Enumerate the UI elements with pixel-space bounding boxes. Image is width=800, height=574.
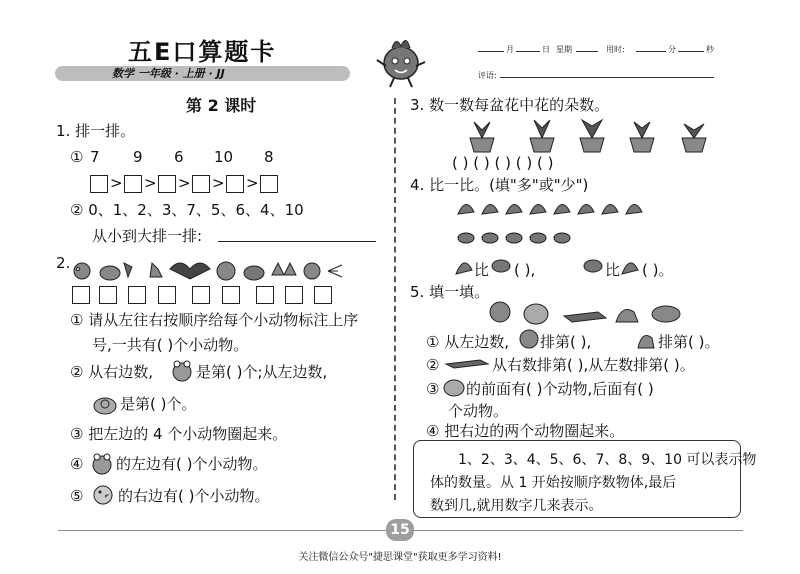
answer-box[interactable] (222, 286, 240, 304)
answer-box[interactable] (226, 175, 244, 193)
q5-title: 5. 填一填。 (410, 283, 490, 301)
seconds-label: 秒 (706, 45, 714, 54)
answer-box[interactable] (192, 286, 210, 304)
seal-icon (634, 326, 656, 350)
weekday-label: 星期 (556, 45, 572, 54)
q1-sub2-prompt: 从小到大排一排: (92, 227, 203, 245)
answer-box[interactable] (124, 175, 142, 193)
minutes-line[interactable] (636, 51, 666, 52)
snail-icon (92, 392, 118, 416)
q4-title: 4. 比一比。(填"多"或"少") (410, 176, 589, 194)
q1-number: 8 (264, 148, 274, 166)
animal-row-icon (72, 257, 344, 283)
answer-box[interactable] (285, 286, 303, 304)
footer-text: 关注微信公众号"捷思课堂"获取更多学习资料! (298, 552, 502, 563)
column-divider (394, 98, 396, 500)
seconds-line[interactable] (678, 51, 704, 52)
answer-box[interactable] (260, 175, 278, 193)
answer-box[interactable] (158, 175, 176, 193)
crab-icon (490, 256, 512, 274)
answer-box[interactable] (158, 286, 176, 304)
note-line1: 1、2、3、4、5、6、7、8、9、10 可以表示物 (458, 452, 757, 468)
monkey-icon (518, 327, 540, 349)
month-line[interactable] (478, 51, 504, 52)
note-line3: 数到几,就用数字几来表示。 (430, 498, 603, 514)
greater-than-sign: > (144, 174, 157, 192)
crab-icon (582, 256, 604, 274)
answer-box[interactable] (72, 286, 90, 304)
q5-line2b: 从右数排第( ),从左数排第( )。 (492, 356, 695, 374)
greater-than-sign: > (212, 174, 225, 192)
q2-line1: ① 请从左往右按顺序给每个小动物标注上序 (70, 311, 359, 329)
q5-line1c: 排第( )。 (658, 333, 720, 351)
q4-text-c: 比 (605, 261, 621, 279)
q1-sub1-label: ① (70, 148, 84, 166)
q5-line1a: ① 从左边数, (426, 333, 509, 351)
q2-line4: 是第( )个。 (120, 395, 197, 413)
frog-icon (90, 449, 114, 477)
answer-box[interactable] (192, 175, 210, 193)
answer-box[interactable] (314, 286, 332, 304)
q5-line4: 个动物。 (448, 402, 509, 420)
q5-line3a: ③ (426, 380, 440, 398)
q2-line6b: 的左边有( )个小动物。 (116, 455, 268, 473)
q5-line5: ④ 把右边的两个动物圈起来。 (426, 422, 625, 440)
mascot-icon (372, 30, 430, 90)
shrimp-crab-rows-icon (454, 194, 650, 248)
q2-line7b: 的右边有( )个小动物。 (118, 487, 270, 505)
order-answer-line[interactable] (218, 241, 376, 242)
page-number: 15 (386, 519, 414, 541)
q2-line3a: ② 从右边数, (70, 363, 153, 381)
time-used-label: 用时: (606, 45, 625, 54)
q1-sub2-text: ② 0、1、2、3、7、5、6、4、10 (70, 201, 304, 219)
q5-line2a: ② (426, 356, 440, 374)
snail-icon (442, 374, 466, 398)
q1-number: 7 (90, 148, 100, 166)
q1-number: 9 (133, 148, 143, 166)
q5-line1b: 排第( ), (540, 333, 592, 351)
shrimp-icon (454, 254, 474, 276)
q2-title: 2. (56, 254, 71, 272)
answer-box[interactable] (128, 286, 146, 304)
q2-line5: ③ 把左边的 4 个小动物圈起来。 (70, 425, 288, 443)
q3-blanks[interactable]: ( ) ( ) ( ) ( ) ( ) (452, 154, 554, 172)
q4-text-a: 比 (474, 261, 490, 279)
q4-blank-a[interactable]: ( ), (514, 261, 536, 279)
q2-line3b: 是第( )个;从左边数, (196, 363, 328, 381)
animal-lineup-icon (488, 298, 688, 328)
flower-pots-icon (464, 116, 714, 154)
shrimp-icon (620, 254, 640, 276)
month-label: 月 (506, 45, 514, 54)
subject-label: 数学 一年级 · 上册 · JJ (112, 67, 225, 80)
crocodile-icon (444, 352, 490, 372)
comment-line[interactable] (500, 77, 714, 78)
note-line2: 体的数量。从 1 开始按顺序数物体,最后 (430, 475, 677, 491)
greater-than-sign: > (178, 174, 191, 192)
minutes-label: 分 (668, 45, 676, 54)
chick-icon (90, 481, 116, 507)
q2-line7a: ⑤ (70, 487, 84, 505)
q4-blank-b[interactable]: ( )。 (642, 261, 674, 279)
weekday-line[interactable] (576, 51, 598, 52)
day-line[interactable] (516, 51, 540, 52)
q1-title: 1. 排一排。 (56, 122, 136, 140)
q2-line6a: ④ (70, 455, 84, 473)
brand-title: 五E口算题卡 (128, 38, 277, 66)
lesson-title: 第 2 课时 (186, 96, 257, 115)
q3-title: 3. 数一数每盆花中花的朵数。 (410, 96, 610, 114)
comment-label: 评语: (478, 71, 497, 80)
greater-than-sign: > (110, 174, 123, 192)
answer-box[interactable] (256, 286, 274, 304)
q2-line2: 号,一共有( )个小动物。 (92, 336, 249, 354)
q1-number: 10 (214, 148, 234, 166)
q5-line3b: 的前面有( )个动物,后面有( ) (466, 380, 654, 398)
greater-than-sign: > (246, 174, 259, 192)
answer-box[interactable] (99, 286, 117, 304)
answer-box[interactable] (90, 175, 108, 193)
frog-icon (170, 356, 194, 384)
day-label: 日 (542, 45, 550, 54)
q1-number: 6 (174, 148, 184, 166)
